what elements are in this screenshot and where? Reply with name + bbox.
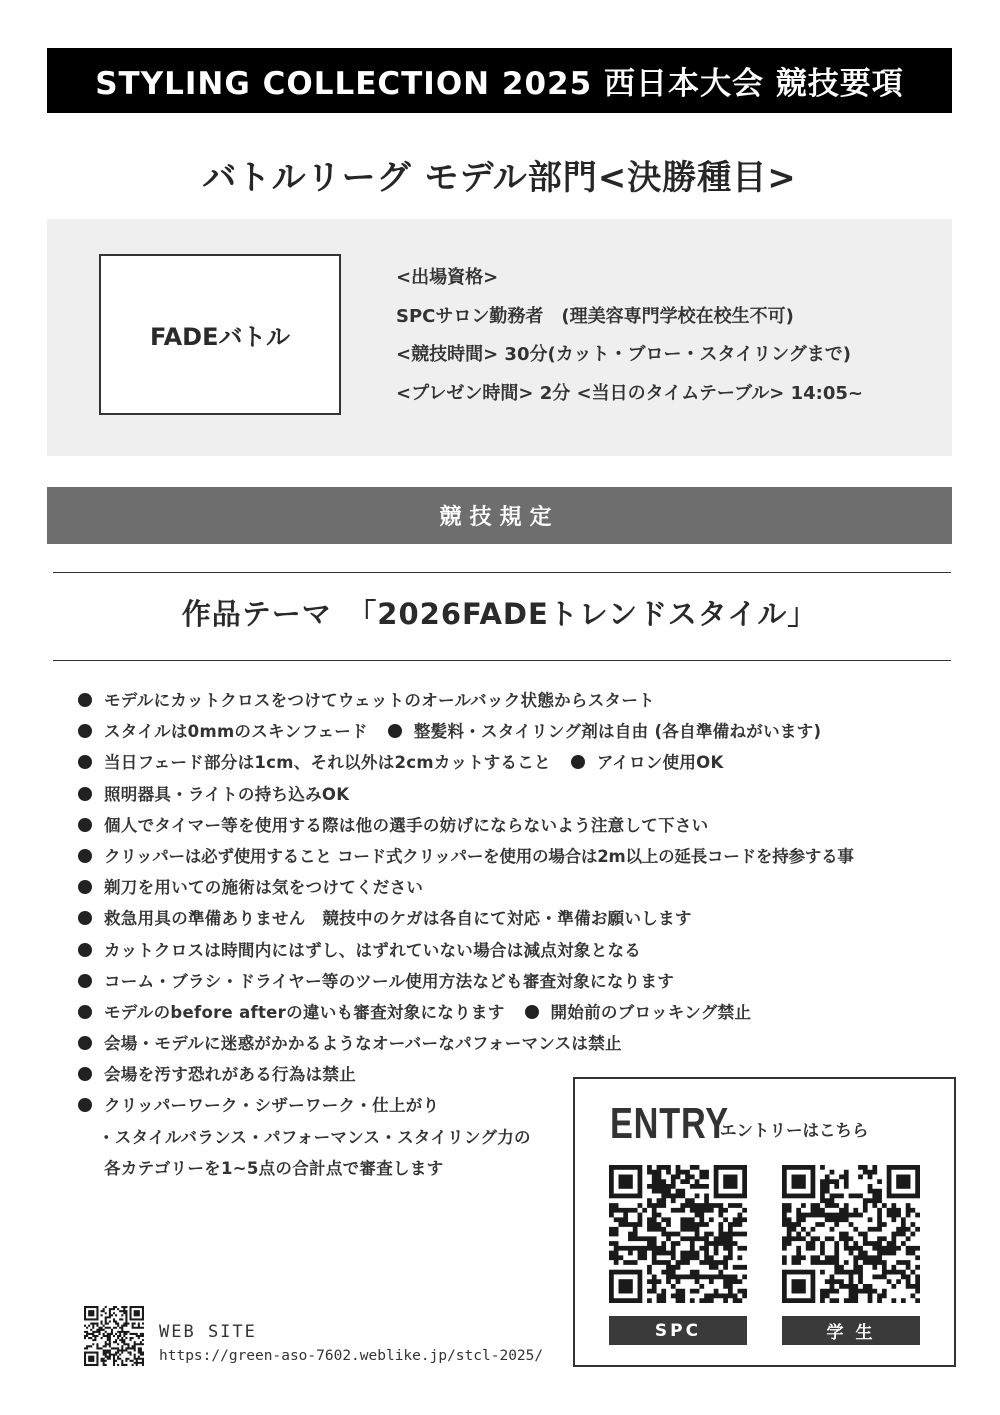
event-info-panel — [47, 219, 952, 456]
rule-text: 救急用具の準備ありません 競技中のケガは各自にて対応・準備お願いします — [104, 909, 692, 929]
rule-item — [78, 998, 978, 1029]
rule-text: クリッパーは必ず使用すること コード式クリッパーを使用の場合は2m以上の延長コードを持参する事 — [104, 846, 854, 866]
rule-text-extra: 整髪料・スタイリング剤は自由 (各自準備ねがいます) — [413, 722, 822, 742]
divider — [53, 572, 951, 573]
info-presentation-time: <プレゼン時間> 2分 <当日のタイムテーブル> 14:05~ — [396, 382, 863, 404]
rule-text: 照明器具・ライトの持ち込みOK — [104, 784, 350, 804]
header-banner — [47, 48, 952, 113]
rule-text-extra: アイロン使用OK — [596, 753, 724, 773]
website-url-link[interactable]: https://green-aso-7602.weblike.jp/stcl-2025/ — [159, 1348, 544, 1364]
rule-item — [78, 936, 978, 967]
rules-heading: 競技規定 — [439, 505, 560, 530]
bullet-icon — [388, 724, 402, 738]
rule-item — [78, 967, 978, 998]
rule-text: モデルのbefore afterの違いも審査対象になります — [104, 1002, 505, 1022]
rule-text: クリッパーワーク・シザーワーク・仕上がり — [104, 1096, 440, 1116]
bullet-icon — [78, 787, 92, 801]
bullet-icon — [78, 1067, 92, 1081]
website-label: WEB SITE — [159, 1322, 257, 1342]
divider — [53, 660, 951, 661]
theme-title: 作品テーマ 「2026FADEトレンドスタイル」 — [181, 597, 818, 631]
bullet-icon — [525, 1005, 539, 1019]
bullet-icon — [78, 818, 92, 832]
bullet-icon — [78, 724, 92, 738]
rule-text: 会場を汚す恐れがある行為は禁止 — [104, 1065, 356, 1085]
rule-text: 当日フェード部分は1cm、それ以外は2cmカットすること — [104, 753, 551, 773]
rule-item — [78, 811, 978, 842]
rule-item — [78, 873, 978, 904]
info-eligibility: SPCサロン勤務者 (理美容専門学校在校生不可) — [396, 305, 794, 327]
rule-text-extra: 開始前のブロッキング禁止 — [550, 1002, 752, 1022]
rule-item — [78, 717, 978, 748]
rule-text: 会場・モデルに迷惑がかかるようなオーバーなパフォーマンスは禁止 — [104, 1034, 622, 1054]
bullet-icon — [571, 755, 585, 769]
rule-text: コーム・ブラシ・ドライヤー等のツール使用方法なども審査対象になります — [104, 971, 675, 991]
qr-code-icon[interactable] — [609, 1165, 747, 1303]
bullet-icon — [78, 943, 92, 957]
event-info-list — [396, 259, 863, 413]
bullet-icon — [78, 974, 92, 988]
rule-continuation: ・スタイルバランス・パフォーマンス・スタイリング力の — [98, 1127, 531, 1147]
rule-item — [78, 686, 978, 717]
website-qr-code-icon[interactable] — [84, 1306, 144, 1366]
bullet-icon — [78, 1005, 92, 1019]
bullet-icon — [78, 1098, 92, 1112]
qr-label-student: 学 生 — [782, 1316, 920, 1345]
rule-text: カットクロスは時間内にはずし、はずれていない場合は減点対象となる — [104, 940, 642, 960]
event-name-box — [99, 254, 341, 415]
page-title: STYLING COLLECTION 2025 西日本大会 競技要項 — [95, 66, 904, 102]
entry-title: ENTRY — [610, 1099, 729, 1148]
info-eligibility-heading: <出場資格> — [396, 267, 499, 288]
rule-item — [78, 842, 978, 873]
bullet-icon — [78, 1036, 92, 1050]
rule-text: 剃刀を用いての施術は気をつけてください — [104, 878, 424, 898]
rule-item — [78, 780, 978, 811]
qr-code-icon[interactable] — [782, 1165, 920, 1303]
bullet-icon — [78, 693, 92, 707]
rule-text: 個人でタイマー等を使用する際は他の選手の妨げにならないよう注意して下さい — [104, 815, 709, 835]
info-competition-time: <競技時間> 30分(カット・ブロー・スタイリングまで) — [396, 344, 852, 365]
entry-subtitle: エントリーはこちら — [720, 1121, 869, 1140]
rules-heading-bar — [47, 487, 952, 544]
rule-text: モデルにカットクロスをつけてウェットのオールバック状態からスタート — [104, 691, 655, 710]
bullet-icon — [78, 849, 92, 863]
rule-item — [78, 748, 978, 779]
bullet-icon — [78, 755, 92, 769]
rule-item — [78, 904, 978, 935]
bullet-icon — [78, 880, 92, 894]
rule-continuation: 各カテゴリーを1~5点の合計点で審査します — [104, 1158, 444, 1178]
rule-text: スタイルは0mmのスキンフェード — [104, 722, 368, 742]
category-subtitle: バトルリーグ モデル部門<決勝種目> — [202, 158, 797, 198]
qr-label-spc: SPC — [609, 1316, 747, 1345]
bullet-icon — [78, 911, 92, 925]
rule-item — [78, 1029, 978, 1060]
event-name: FADEバトル — [149, 323, 291, 351]
entry-box — [573, 1077, 956, 1367]
